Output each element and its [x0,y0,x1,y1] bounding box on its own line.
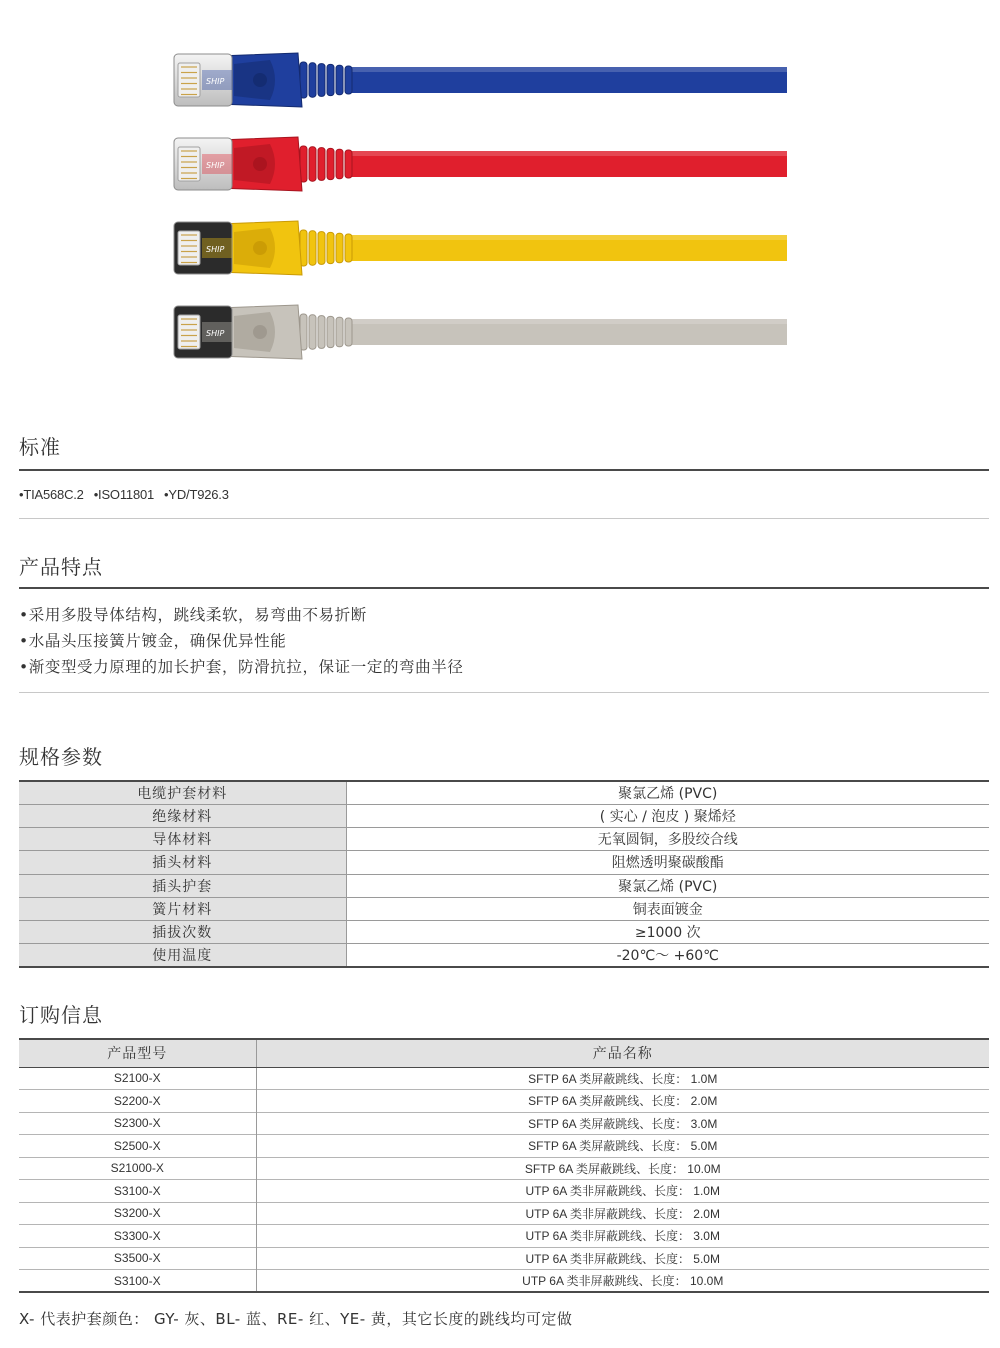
feature-item: •渐变型受力原理的加长护套，防滑抗拉，保证一定的弯曲半径 [19,658,464,676]
ordering-row [19,1270,989,1293]
standards-rule [19,469,989,471]
boot-rib [309,231,316,265]
feature-item: •水晶头压接簧片镀金，确保优异性能 [19,632,287,650]
ordering-name: UTP 6A 类非屏蔽跳线、长度： 10.0M [256,1270,989,1293]
spec-value: ( 实心 / 泡皮 ) 聚烯烃 [346,804,989,827]
ordering-row [19,1247,989,1270]
spec-row [19,944,989,967]
ordering-header-row [19,1039,989,1067]
spec-label: 电缆护套材料 [19,781,346,804]
ordering-name: UTP 6A 类非屏蔽跳线、长度： 3.0M [256,1225,989,1248]
features-bottom-rule [19,692,989,693]
boot-rib [345,318,352,346]
cable-highlight [350,67,787,72]
ordering-model: S2300-X [19,1112,256,1135]
ordering-row [19,1067,989,1090]
spec-value: ≥1000 次 [346,921,989,944]
ordering-name: SFTP 6A 类屏蔽跳线、长度： 1.0M [528,1071,718,1086]
boot-rib [336,317,343,347]
spec-value: 无氧圆铜，多股绞合线 [346,828,989,851]
ordering-header-name: 产品名称 [256,1039,989,1067]
spec-value: 阻燃透明聚碳酸酯 [346,851,989,874]
boot-rib [327,64,334,95]
ordering-row [19,1225,989,1248]
patch-cable-yellow [174,221,787,275]
spec-value: 聚氯乙烯 (PVC) [346,781,989,804]
standard-item: •YD/T926.3 [164,487,229,502]
boot-latch-hole [253,73,267,87]
spec-row [19,828,989,851]
spec-row [19,804,989,827]
spec-value: 聚氯乙烯 (PVC) [346,874,989,897]
spec-label: 导体材料 [19,828,346,851]
spec-value: 铜表面镀金 [346,897,989,920]
ordering-model: S3200-X [19,1202,256,1225]
boot-rib [345,66,352,94]
spec-row [19,781,989,804]
ordering-model: S3100-X [19,1180,256,1203]
ordering-model: S2100-X [19,1067,256,1090]
spec-label: 插头护套 [19,874,346,897]
rj45-plug-contacts [178,315,200,349]
boot-rib [309,315,316,349]
boot-rib [345,234,352,262]
standards-list [19,487,229,502]
brand-logo: SHIP [206,161,225,170]
rj45-plug-contacts [178,231,200,265]
ordering-name: SFTP 6A 类屏蔽跳线、长度： 5.0M [256,1135,989,1158]
spec-table [19,780,989,968]
ordering-title: 订购信息 [19,1003,103,1027]
brand-logo: SHIP [206,77,225,86]
specs-title: 规格参数 [19,745,103,769]
patch-cable-blue [174,53,787,107]
boot-rib [345,150,352,178]
ordering-name: UTP 6A 类非屏蔽跳线、长度： 5.0M [256,1247,989,1270]
boot-rib [318,64,325,97]
ordering-row [19,1090,989,1113]
patch-cable-gray [174,305,787,359]
boot-rib [318,232,325,265]
boot-rib [309,63,316,97]
features-list [19,602,463,680]
features-rule [19,587,989,589]
spec-label: 使用温度 [19,944,346,967]
spec-label: 插拔次数 [19,921,346,944]
boot-rib [336,65,343,95]
patch-cable-illustration [160,40,800,370]
ordering-name: SFTP 6A 类屏蔽跳线、长度： 3.0M [256,1112,989,1135]
spec-row [19,921,989,944]
boot-rib [327,148,334,179]
boot-latch-hole [253,325,267,339]
spec-label: 簧片材料 [19,897,346,920]
ordering-header-model: 产品型号 [19,1039,256,1067]
boot-rib [336,149,343,179]
ordering-footnote: X- 代表护套颜色： GY- 灰、BL- 蓝、RE- 红、YE- 黄，其它长度的跳线均可定做 [19,1310,573,1328]
ordering-row [19,1202,989,1225]
ordering-row [19,1135,989,1158]
brand-logo: SHIP [206,245,225,254]
spec-row [19,897,989,920]
spec-value: -20℃～ +60℃ [346,944,989,967]
boot-rib [318,148,325,181]
boot-latch-hole [253,241,267,255]
ordering-model: S21000-X [19,1157,256,1180]
spec-row [19,874,989,897]
cable-highlight [350,319,787,324]
ordering-model: S2200-X [19,1090,256,1113]
ordering-name: SFTP 6A 类屏蔽跳线、长度： 10.0M [256,1157,989,1180]
ordering-model: S3100-X [19,1270,256,1293]
spec-label: 绝缘材料 [19,804,346,827]
ordering-name: SFTP 6A 类屏蔽跳线、长度： 2.0M [256,1090,989,1113]
cable-highlight [350,151,787,156]
standard-item: •ISO11801 [93,487,155,502]
spec-row [19,851,989,874]
brand-logo: SHIP [206,329,225,338]
ordering-table [19,1038,989,1293]
ordering-row [19,1112,989,1135]
boot-rib [318,316,325,349]
feature-item: •采用多股导体结构，跳线柔软，易弯曲不易折断 [19,606,367,624]
boot-rib [309,147,316,181]
boot-rib [327,232,334,263]
ordering-model: S3300-X [19,1225,256,1248]
ordering-model: S3500-X [19,1247,256,1270]
features-title: 产品特点 [19,555,103,579]
cable-highlight [350,235,787,240]
ordering-name: UTP 6A 类非屏蔽跳线、长度： 1.0M [256,1180,989,1203]
standard-item: •TIA568C.2 [19,487,84,502]
rj45-plug-contacts [178,63,200,97]
boot-rib [336,233,343,263]
rj45-plug-contacts [178,147,200,181]
ordering-name: UTP 6A 类非屏蔽跳线、长度： 2.0M [256,1202,989,1225]
patch-cable-red [174,137,787,191]
ordering-row [19,1180,989,1203]
boot-latch-hole [253,157,267,171]
standards-title: 标准 [19,435,61,459]
boot-rib [327,316,334,347]
standards-bottom-rule [19,518,989,519]
ordering-model: S2500-X [19,1135,256,1158]
ordering-row [19,1157,989,1180]
spec-label: 插头材料 [19,851,346,874]
